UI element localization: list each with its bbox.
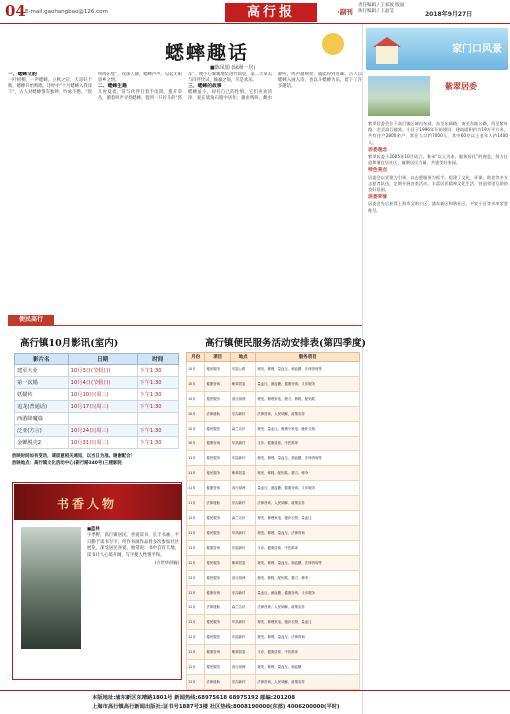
activity-cell: 10月 xyxy=(187,376,205,391)
movie-cell: 泛亚(方言) xyxy=(15,425,69,437)
activity-cell: 理发、修理、量血压、测血糖、法律咨询等 xyxy=(256,555,360,570)
activity-cell: 便民服务 xyxy=(205,660,230,675)
movie-row xyxy=(15,425,179,437)
activity-cell: 11月 xyxy=(187,466,205,481)
section-label: ·副刊 xyxy=(337,8,353,16)
activity-cell: 法律咨询、人民调解、政策宣传 xyxy=(256,496,360,511)
book-corner xyxy=(12,482,182,680)
activity-row xyxy=(187,466,360,481)
sun-illustration xyxy=(322,33,344,55)
activity-cell: 紫翠居委 xyxy=(230,645,255,660)
contact-email: E-mail:gaohangbao@126.com xyxy=(25,9,108,15)
movie-row xyxy=(15,389,179,401)
activity-cell: 理发、修理、量血压、法律咨询 xyxy=(256,525,360,540)
section-banner: 便民高行 xyxy=(8,315,54,325)
movie-cell: 10月31日(周三) xyxy=(68,437,137,449)
activity-cell: 法律援助 xyxy=(205,675,230,690)
movie-note-1: 放映时间如有变动，请留意相关通知，以当日为准。谢谢配合！ xyxy=(12,454,135,459)
activity-cell: 理发、修理、量血压、测血糖、法律咨询等 xyxy=(256,362,360,377)
activity-row xyxy=(187,362,360,377)
activity-cell: 12月 xyxy=(187,630,205,645)
activity-cell: 便民服务 xyxy=(205,525,230,540)
activity-cell: 义诊、健康讲座、中医推拿 xyxy=(256,436,360,451)
feature-section-body: 一叶梧桐，一声蟋蟀。立秋之后，天凉好个秋，蟋蟀开始鸣唱。诗经中“十月蟋蟀入我床下”，古人对蟋蟀情有独钟，吟咏不绝。“促织鸣东壁”，夜深人静，蟋蟀声声，勾起无限思乡之情。 xyxy=(8,72,182,96)
activity-cell: 理发、修理、量血压、测血糖、法律咨询等 xyxy=(256,451,360,466)
activity-cell: 健康咨询 xyxy=(205,540,230,555)
activity-cell: 紫翠居委 xyxy=(230,466,255,481)
movie-row xyxy=(15,413,179,425)
activity-row xyxy=(187,421,360,436)
movie-schedule-table xyxy=(14,353,179,449)
movie-notes xyxy=(12,453,184,467)
activity-cell: 量血压、测血糖、健康咨询、义诊服务 xyxy=(256,481,360,496)
activity-column-header: 月份 xyxy=(187,353,205,362)
activity-column-header: 项目 xyxy=(205,353,230,362)
movie-cell: 10月4日(节假日) xyxy=(68,377,137,389)
activity-row xyxy=(187,525,360,540)
activity-row xyxy=(187,645,360,660)
community-intro: 紫翠居委会位于高行镇区域内东部，东至东靖路，南至东陆公路，西至紫叶路，北至高行镇界。小区于1996年开始建设，建筑面积约为19万平方米，共有住户2800余户，常住人口约7000人，其中60岁以上老年人约1400人。 xyxy=(368,121,508,145)
activity-cell: 12月 xyxy=(187,570,205,585)
activity-cell: 10月 xyxy=(187,362,205,377)
movie-cell: 10月24日(周三) xyxy=(68,425,137,437)
movie-column-header: 影片名 xyxy=(15,354,69,365)
activity-cell: 11月 xyxy=(187,451,205,466)
movie-cell xyxy=(137,413,178,425)
masthead-title: 高行报 xyxy=(246,5,295,20)
activity-cell: 12月 xyxy=(187,660,205,675)
feature-body xyxy=(8,72,362,312)
movie-cell: 建军大业 xyxy=(15,365,69,377)
feature-section-heading: 三、蟋蟀的故事 xyxy=(188,84,222,90)
activity-schedule-table xyxy=(186,352,360,690)
activity-row xyxy=(187,585,360,600)
activity-cell: 紫翠居委 xyxy=(230,376,255,391)
activity-row xyxy=(187,406,360,421)
community-heading-3: 居委荣誉 xyxy=(368,195,388,201)
activity-row xyxy=(187,630,360,645)
activity-cell: 理发、修理、量血压、测血糖 xyxy=(256,660,360,675)
activity-row xyxy=(187,391,360,406)
community-para-2: 居委会以党建为引领，以志愿服务为抓手，组建了文化、环保、助老等多支志愿者队伍，定期开展各类活动，丰富居民精神文化生活，营造邻里互助的良好氛围。 xyxy=(368,174,508,193)
editor-line-2: 执行编辑 / 王晶莹 xyxy=(358,9,394,14)
activity-cell: 便民服务 xyxy=(205,362,230,377)
activity-cell: 高行绿洲 xyxy=(230,570,255,585)
activity-column-header: 地点 xyxy=(230,353,255,362)
book-banner-title: 书香人物 xyxy=(57,497,118,511)
activity-cell: 12月 xyxy=(187,675,205,690)
activity-cell: 华高新村 xyxy=(230,525,255,540)
activity-cell: 便民服务 xyxy=(205,570,230,585)
activity-cell: 便民服务 xyxy=(205,451,230,466)
movie-cell: 10月10日(周三) xyxy=(68,389,137,401)
activity-row xyxy=(187,675,360,690)
banner-title: 家门口风景 xyxy=(452,44,502,55)
movie-cell: 下午1:30 xyxy=(137,437,178,449)
footer-address: 本版地址:浦东新区东靖路1801号 新闻热线:68975618 68975192 邮编:201208 xyxy=(92,695,296,701)
activity-cell: 东陆新村 xyxy=(230,451,255,466)
activity-cell: 东沟新村 xyxy=(230,675,255,690)
movie-cell: 金蝉脱壳2 xyxy=(15,437,69,449)
movie-row xyxy=(15,437,179,449)
feature-section-heading: 二、蟋蟀生趣 xyxy=(98,84,127,90)
activity-row xyxy=(187,600,360,615)
activity-cell: 12月 xyxy=(187,600,205,615)
activity-cell: 理发、修理家电、磨刀、修鞋、配钥匙 xyxy=(256,391,360,406)
activity-cell: 法律咨询、人民调解、政策宣传 xyxy=(256,600,360,615)
movie-note-2: 放映地点：高行镇文化活动中心(新行路340号)三楼影院 xyxy=(12,461,122,466)
activity-cell: 华高新村 xyxy=(230,615,255,630)
activity-cell: 11月 xyxy=(187,511,205,526)
movie-cell: 下午1:30 xyxy=(137,425,178,437)
activity-cell: 12月 xyxy=(187,645,205,660)
activity-cell: 东沟新村 xyxy=(230,406,255,421)
community-para-3: 居委会先后获得上海市文明小区、浦东新区和谐社区、平安小区等多项荣誉称号。 xyxy=(368,201,508,213)
activity-row xyxy=(187,481,360,496)
activity-cell: 森兰名轩 xyxy=(230,600,255,615)
feature-section-body: 蟋蟀虽小，却有自己的性情。它们喜欢清净，爱在墙角石缝中居住；雄虫鸣叫，雌虫静听，鸣声越响亮，越能得到青睐。古人以蟋蟀入画入诗，也以斗蟋蟀为乐，留下了许多趣话。 xyxy=(188,72,362,102)
activity-row xyxy=(187,570,360,585)
movie-cell: 下午1:30 xyxy=(137,401,178,413)
movie-row xyxy=(15,401,179,413)
activity-cell: 东陆新村 xyxy=(230,540,255,555)
activity-cell: 11月 xyxy=(187,481,205,496)
activity-cell: 11月 xyxy=(187,540,205,555)
activity-cell: 法律咨询、人民调解、政策宣传 xyxy=(256,675,360,690)
activity-cell: 理发、修理家电、缝补衣物、量血压 xyxy=(256,615,360,630)
activity-cell: 法律援助 xyxy=(205,496,230,511)
community-heading-1: 居委理念 xyxy=(368,147,388,153)
section-rule xyxy=(8,325,362,326)
movie-column-header: 时间 xyxy=(137,354,178,365)
activity-cell: 高行绿洲 xyxy=(230,391,255,406)
activity-row xyxy=(187,540,360,555)
book-text xyxy=(87,527,179,566)
activity-cell: 12月 xyxy=(187,585,205,600)
activity-schedule-title: 高行镇便民服务活动安排表(第四季度) xyxy=(205,338,366,349)
activity-row xyxy=(187,660,360,675)
activity-cell: 理发、修鞋、配钥匙、磨刀、修伞 xyxy=(256,570,360,585)
masthead xyxy=(225,3,353,22)
activity-cell: 12月 xyxy=(187,615,205,630)
movie-schedule-title: 高行镇10月影讯(室内) xyxy=(20,338,119,349)
right-column xyxy=(362,24,510,714)
activity-cell: 高行绿洲 xyxy=(230,660,255,675)
activity-cell: 10月 xyxy=(187,436,205,451)
activity-cell: 健康咨询 xyxy=(205,436,230,451)
activity-cell: 便民服务 xyxy=(205,421,230,436)
activity-cell: 法律咨询、人民调解、政策宣传 xyxy=(256,406,360,421)
book-author-name: ■蓝林 xyxy=(87,527,100,532)
community-heading-2: 特色亮点 xyxy=(368,168,388,174)
activity-row xyxy=(187,451,360,466)
activity-cell: 12月 xyxy=(187,555,205,570)
activity-row xyxy=(187,511,360,526)
activity-cell: 11月 xyxy=(187,525,205,540)
activity-cell: 便民服务 xyxy=(205,391,230,406)
activity-row xyxy=(187,436,360,451)
activity-row xyxy=(187,496,360,511)
movie-cell: 10月3日(节假日) xyxy=(68,365,137,377)
movie-cell xyxy=(68,413,137,425)
movie-cell: 下午1:30 xyxy=(137,365,178,377)
activity-cell: 便民服务 xyxy=(205,615,230,630)
community-text xyxy=(368,121,508,214)
activity-cell: 11月 xyxy=(187,496,205,511)
house-icon xyxy=(376,46,398,64)
activity-cell: 理发、量血压、修理小家电、缝补衣物 xyxy=(256,421,360,436)
editor-line-1: 责任编辑 / 王家骏 版面 xyxy=(358,3,405,8)
activity-cell: 紫翠居委 xyxy=(230,555,255,570)
activity-cell: 森兰名轩 xyxy=(230,511,255,526)
neighborhood-banner xyxy=(366,28,508,70)
activity-row xyxy=(187,615,360,630)
activity-cell: 便民服务 xyxy=(205,511,230,526)
activity-cell: 10月 xyxy=(187,421,205,436)
activity-cell: 健康咨询 xyxy=(205,376,230,391)
community-name: 紫翠居委 xyxy=(445,81,477,91)
activity-cell: 义诊、健康讲座、中医推拿 xyxy=(256,540,360,555)
activity-cell: 义诊、健康讲座、中医推拿 xyxy=(256,645,360,660)
activity-cell: 便民服务 xyxy=(205,555,230,570)
activity-cell: 便民服务 xyxy=(205,466,230,481)
activity-cell: 理发、修理家电、缝补衣物、量血压 xyxy=(256,511,360,526)
activity-cell: 东沟新村 xyxy=(230,496,255,511)
activity-cell: 10月 xyxy=(187,391,205,406)
movie-cell: 追龙(普通话) xyxy=(15,401,69,413)
activity-cell: 东沟新村 xyxy=(230,585,255,600)
movie-row xyxy=(15,365,179,377)
movie-cell: 第一次婚 xyxy=(15,377,69,389)
activity-cell: 量血压、测血糖、健康咨询、义诊服务 xyxy=(256,585,360,600)
feature-section-heading: 一、蟋蟀文韵 xyxy=(8,72,37,77)
activity-row xyxy=(187,555,360,570)
activity-cell: 法律援助 xyxy=(205,600,230,615)
feature-title: 蟋蟀趣话 xyxy=(165,42,250,64)
activity-cell: 华高新村 xyxy=(230,436,255,451)
movie-cell: 下午1:30 xyxy=(137,389,178,401)
book-bio: 字季野，高行镇居民。喜爱读书，长于书画，平日勤于读书写字，所作书画作品曾多次参加社区展览，深受居民喜爱。他常说：书中自有天地，读书让人心境开阔，写字使人性情平和。 xyxy=(87,533,179,558)
footer-hotlines: 上海市高行镇高行新闻出版社:证书号1887号3楼 社区热线:8008190000(东部) 4006200000(平时) xyxy=(92,704,340,710)
activity-cell: 东陆公路 xyxy=(230,362,255,377)
activity-cell: 东陆新村 xyxy=(230,630,255,645)
community-photo xyxy=(368,76,430,116)
activity-cell: 高行绿洲 xyxy=(230,481,255,496)
activity-cell: 理发、修鞋、配钥匙、磨刀、修伞 xyxy=(256,466,360,481)
activity-cell: 量血压、测血糖、健康咨询、义诊服务 xyxy=(256,376,360,391)
activity-cell: 法律援助 xyxy=(205,406,230,421)
movie-cell: 10月17日(周三) xyxy=(68,401,137,413)
feature-section-body: 儿时夏夜，常与伙伴打着手电筒，拨开草丛，循着叫声寻找蟋蟀。捉到一只好斗的“将军”，便小心翼翼地装进竹筒里，第二天拿去与同伴比试，输赢之间，尽是欢乐。 xyxy=(98,72,272,102)
movie-cell: 妖猫传 xyxy=(15,389,69,401)
community-para-1: 紫翠居委于2005年10月成立，秉承“以人为本、服务居民”的理念，努力打造和谐宜居社区，凝聚居民力量，共建美好家园。 xyxy=(368,154,508,166)
page-number: 04 xyxy=(5,2,26,20)
activity-cell: 便民服务 xyxy=(205,630,230,645)
movie-row xyxy=(15,377,179,389)
author-photo xyxy=(21,527,81,649)
activity-cell: 健康咨询 xyxy=(205,585,230,600)
publication-date: 2018年9月27日 xyxy=(425,11,473,18)
movie-cell: 西游降魔篇 xyxy=(15,413,69,425)
book-credit: (方世华供稿) xyxy=(154,560,179,566)
activity-cell: 健康咨询 xyxy=(205,481,230,496)
activity-cell: 10月 xyxy=(187,406,205,421)
activity-cell: 理发、修理、量血压、法律咨询 xyxy=(256,630,360,645)
activity-cell: 森兰名轩 xyxy=(230,421,255,436)
movie-column-header: 日期 xyxy=(68,354,137,365)
activity-column-header: 服务项目 xyxy=(256,353,360,362)
activity-row xyxy=(187,376,360,391)
activity-cell: 健康咨询 xyxy=(205,645,230,660)
feature-author: ■陈凤娟 (绿洲一居) xyxy=(210,65,256,71)
movie-cell: 下午1:30 xyxy=(137,377,178,389)
